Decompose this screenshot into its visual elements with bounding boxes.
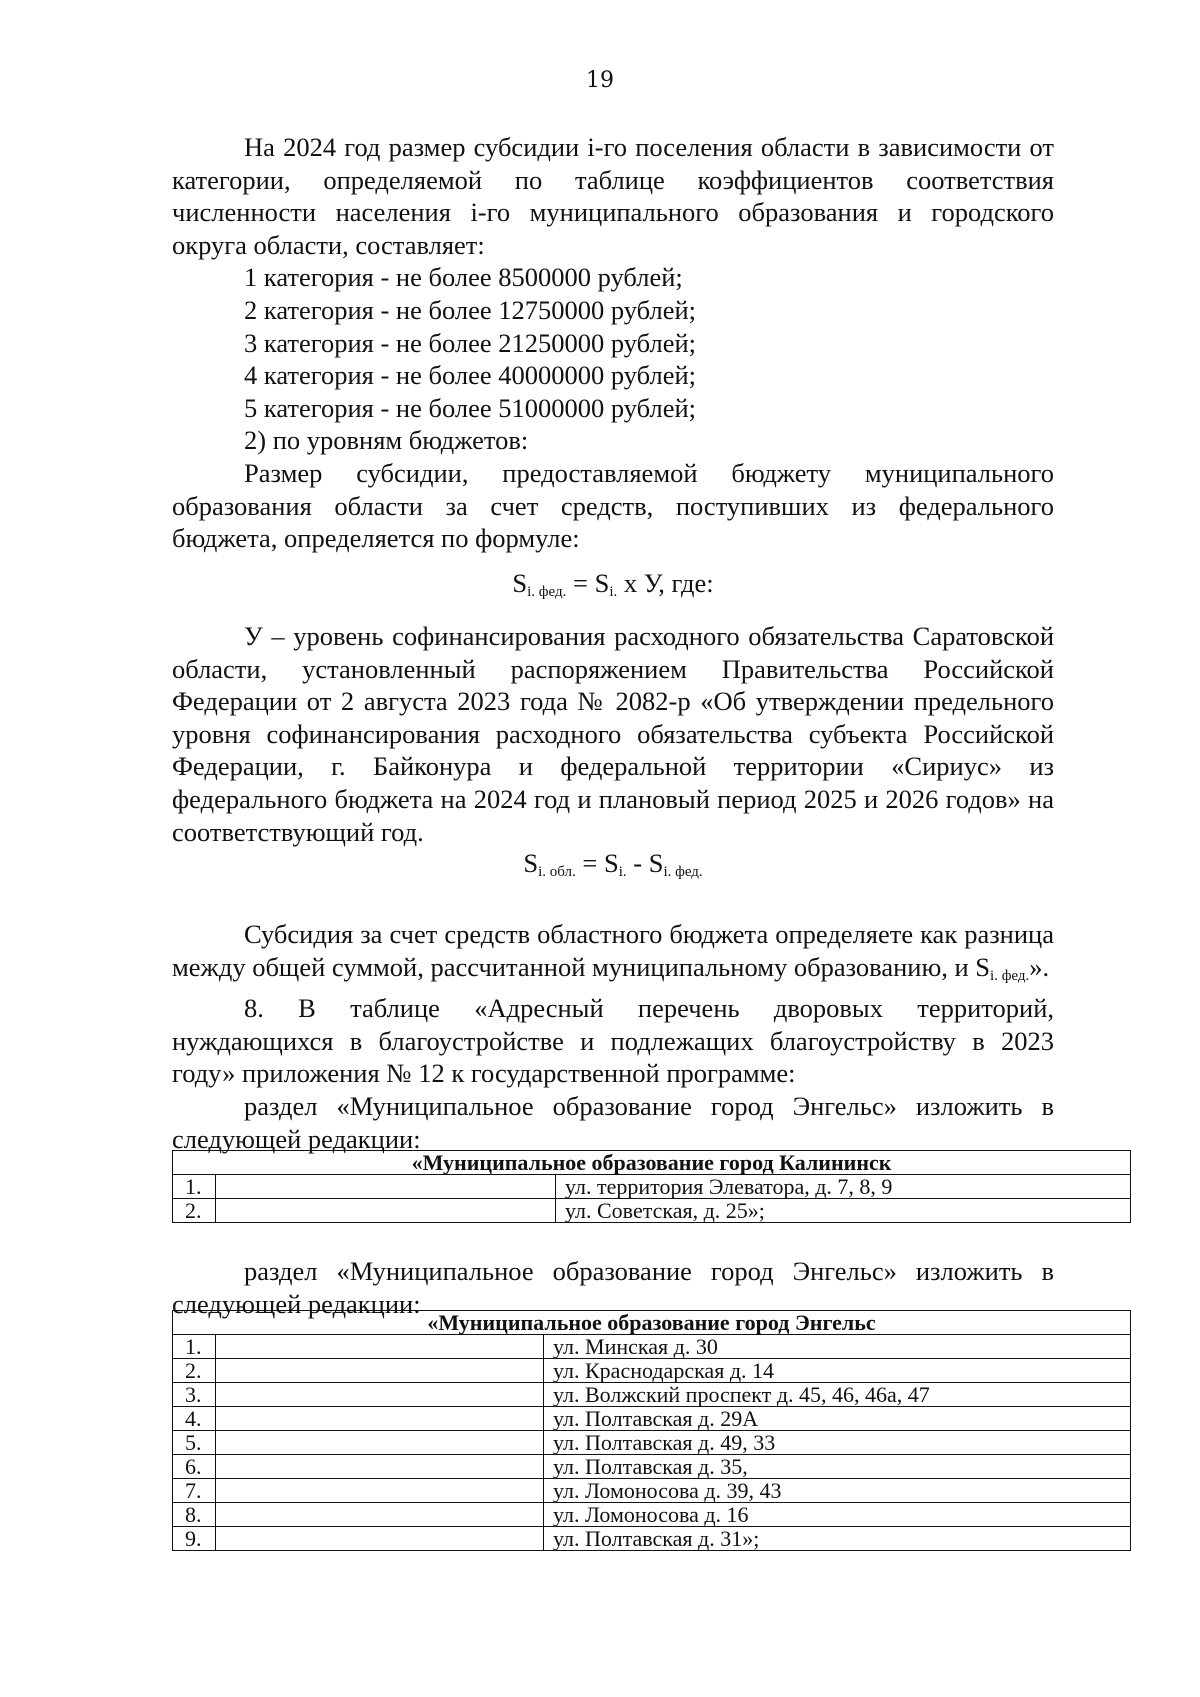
table-row [173,1335,1131,1359]
table-header-row [173,1311,1131,1335]
table2-row5-address: ул. Полтавская д. 49, 33 [544,1431,1131,1455]
formula2-minus: - [626,848,649,878]
table-row [173,1527,1131,1551]
table2-row6-blank [216,1455,544,1479]
formula2-b-sub: i. фед. [663,864,703,880]
formula2-a-sub: i. [618,864,627,880]
formula1-rhs: S [594,568,610,598]
table2-row2-address: ул. Краснодарская д. 14 [544,1359,1131,1383]
formula2-eq: = [575,848,604,878]
table-row [173,1455,1131,1479]
category-item-3: 3 категория - не более 21250000 рублей; [244,327,697,358]
regional-paragraph-text: Субсидия за счет средств областного бюджета определяете как разница между общей суммой, рассчитанной муниципальному образованию, и S [172,919,1054,982]
intro-paragraph: На 2024 год размер субсидии i-го поселения области в зависимости от категории, определяемой по таблице коэффициентов соответствия численности населения i-го муниципального образования и городского округа области, составляет: [172,132,1054,260]
level-text-block [172,620,1054,848]
table1-row2-blank [216,1199,556,1223]
table1-row1-blank [216,1175,556,1199]
table2-row3-address: ул. Волжский проспект д. 45, 46, 46а, 47 [544,1383,1131,1407]
section-intro-1: раздел «Муниципальное образование город Энгельс» изложить в следующей редакции: [172,1090,1054,1154]
formula2-a: S [603,848,619,878]
regional-paragraph [172,918,1054,992]
table2-title: «Муниципальное образование город Энгельс [173,1311,1131,1335]
level-paragraph: У – уровень софинансирования расходного обязательства Саратовской области, установленный распоряжением Правительства Российской Федерации от 2 августа 2023 года № 2082-р «Об утверждении предельного уровня софинансирования расходного обязательства субъекта Российской Федерации, г. Байконура и федеральной территории «Сириус» из федерального бюджета на 2024 год и плановый период 2025 и 2026 годов» на соответствующий год. [172,621,1054,847]
regional-text-block [172,918,1054,1155]
table2-row7-address: ул. Ломоносова д. 39, 43 [544,1479,1131,1503]
table2-row5-blank [216,1431,544,1455]
table1-title: «Муниципальное образование город Калининск [173,1151,1131,1175]
table2-row9-address: ул. Полтавская д. 31»; [544,1527,1131,1551]
formula2-b: S [648,848,664,878]
table2-row9-blank [216,1527,544,1551]
table2-row3-blank [216,1383,544,1407]
table1-row1-address: ул. территория Элеватора, д. 7, 8, 9 [556,1175,1131,1199]
budget-levels-item: 2) по уровням бюджетов: [244,425,529,456]
table2-row6-address: ул. Полтавская д. 35, [544,1455,1131,1479]
category-item-1: 1 категория - не более 8500000 рублей; [244,262,683,293]
table1-row1-num: 1. [173,1175,216,1199]
top-text-block [172,131,1054,555]
table2-row7-num: 7. [173,1479,216,1503]
table2-row2-blank [216,1359,544,1383]
formula1-lhs-sub: i. фед. [527,584,567,600]
table-row [173,1199,1131,1223]
table-kalininsk [172,1150,1131,1223]
table-row [173,1359,1131,1383]
table2-row8-blank [216,1503,544,1527]
regional-paragraph-sub: i. фед. [990,967,1030,984]
table2-row9-num: 9. [173,1527,216,1551]
category-item-5: 5 категория - не более 51000000 рублей; [244,392,697,423]
item-8-paragraph: 8. В таблице «Адресный перечень дворовых территорий, нуждающихся в благоустройстве и подлежащих благоустройству в 2023 году» приложения № 12 к государственной программе: [172,993,1054,1089]
subsidy-paragraph: Размер субсидии, предоставляемой бюджету муниципального образования области за счет средств, поступивших из федерального бюджета, определяется по формуле: [172,457,1054,554]
formula-federal [172,568,1054,601]
category-item-2: 2 категория - не более 12750000 рублей; [244,294,697,325]
category-item-4: 4 категория - не более 40000000 рублей; [244,360,697,391]
table-row [173,1431,1131,1455]
table1-row2-address: ул. Советская, д. 25»; [556,1199,1131,1223]
table-row [173,1407,1131,1431]
table2-row6-num: 6. [173,1455,216,1479]
formula1-tail: х У, где: [617,568,714,598]
table-row [173,1503,1131,1527]
table2-row1-num: 1. [173,1335,216,1359]
table2-row4-blank [216,1407,544,1431]
formula1-eq: = [566,568,595,598]
table-row [173,1383,1131,1407]
table-row [173,1175,1131,1199]
table2-row7-blank [216,1479,544,1503]
table-header-row [173,1151,1131,1175]
table2-row4-address: ул. Полтавская д. 29А [544,1407,1131,1431]
table-row [173,1479,1131,1503]
table2-row3-num: 3. [173,1383,216,1407]
formula-regional [172,848,1054,881]
table2-row1-address: ул. Минская д. 30 [544,1335,1131,1359]
formula2-lhs: S [523,848,539,878]
regional-paragraph-end: ». [1029,951,1050,982]
table1-row2-num: 2. [173,1199,216,1223]
table2-row2-num: 2. [173,1359,216,1383]
formula2-lhs-sub: i. обл. [538,864,576,880]
table2-row8-num: 8. [173,1503,216,1527]
page-number: 19 [586,68,614,93]
section-intro-2: раздел «Муниципальное образование город Энгельс» изложить в следующей редакции: [172,1256,1054,1319]
table2-row1-blank [216,1335,544,1359]
formula1-lhs: S [512,568,528,598]
table-engels [172,1310,1131,1551]
table2-row8-address: ул. Ломоносова д. 16 [544,1503,1131,1527]
formula1-rhs-sub: i. [609,584,618,600]
table2-row5-num: 5. [173,1431,216,1455]
table2-row4-num: 4. [173,1407,216,1431]
